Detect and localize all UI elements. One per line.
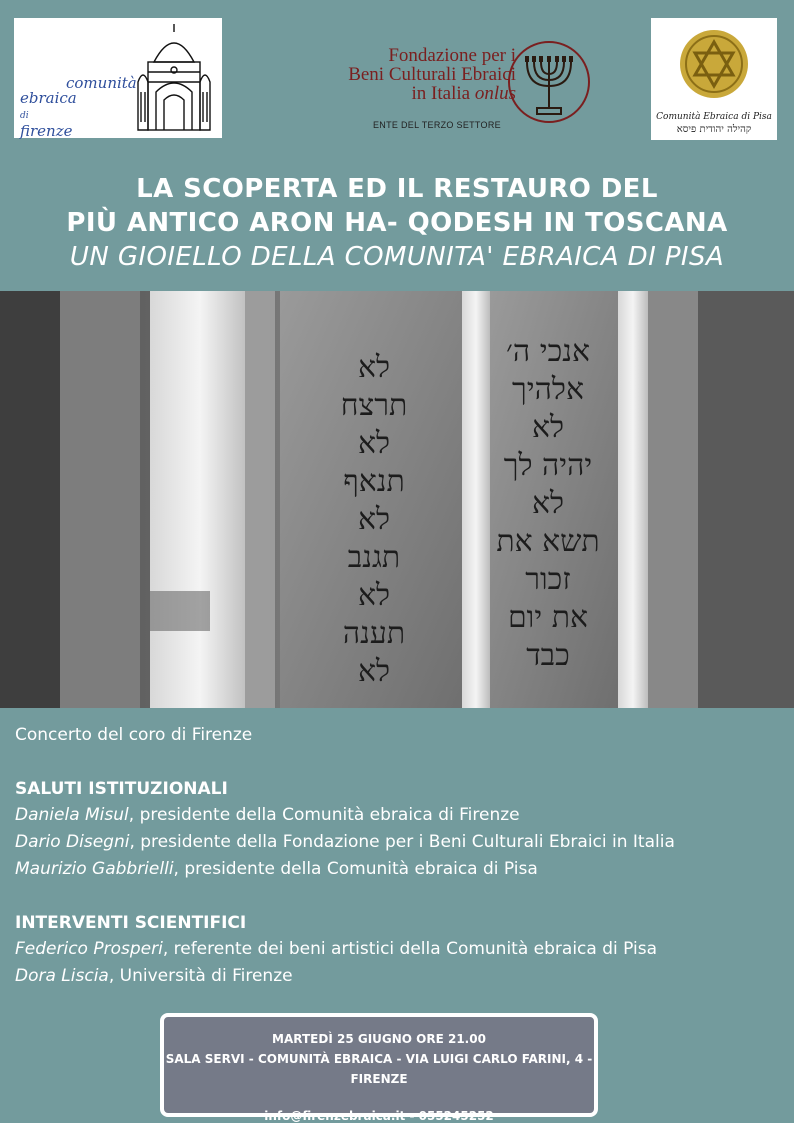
interventi-heading: INTERVENTI SCIENTIFICI: [15, 913, 247, 933]
star-of-david-seal-icon: [679, 24, 749, 108]
comunita-pisa-caption-hebrew: קהילה יהודית פיסא: [676, 124, 752, 135]
title-block: [0, 172, 794, 274]
title-line-2: PIÙ ANTICO ARON HA- QODESH IN TOSCANA: [66, 208, 728, 238]
speaker-line: Federico Prosperi, referente dei beni artistici della Comunità ebraica di Pisa: [15, 939, 658, 959]
speaker-line: Maurizio Gabbrielli, presidente della Comunità ebraica di Pisa: [15, 859, 538, 879]
saluti-heading: SALUTI ISTITUZIONALI: [15, 779, 228, 799]
fondazione-tagline: ENTE DEL TERZO SETTORE: [373, 120, 501, 130]
speaker-line: Dario Disegni, presidente della Fondazione per i Beni Culturali Ebraici in Italia: [15, 832, 675, 852]
synagogue-icon: [134, 22, 214, 134]
program-section: [15, 722, 785, 990]
event-contact[interactable]: info@firenzebraica.it - 055245252: [264, 1109, 494, 1123]
speaker-line: Daniela Misul, presidente della Comunità ebraica di Firenze: [15, 805, 520, 825]
commandments-left-column: לא תרצח לא תנאף לא תגנב לא תענה לא: [340, 350, 408, 689]
menorah-icon: [506, 38, 592, 128]
title-line-1: LA SCOPERTA ED IL RESTAURO DEL: [136, 174, 658, 204]
speaker-line: Dora Liscia, Università di Firenze: [15, 966, 293, 986]
subtitle: UN GIOIELLO DELLA COMUNITA' EBRAICA DI PISA: [69, 242, 725, 272]
logo-bar: [0, 0, 794, 160]
event-info-box: [160, 1013, 598, 1123]
comunita-firenze-wordmark: comunità ebraica di firenze: [20, 74, 137, 140]
fondazione-wordmark: Fondazione per i Beni Culturali Ebraici in Italia onlus: [348, 45, 516, 104]
event-venue: SALA SERVI - COMUNITÀ EBRAICA - VIA LUIGI CARLO FARINI, 4 - FIRENZE: [165, 1052, 593, 1086]
fondazione-beni-culturali-logo: [278, 30, 598, 140]
comunita-firenze-logo: [14, 18, 222, 138]
concert-intro: Concerto del coro di Firenze: [15, 725, 253, 745]
event-date: MARTEDÌ 25 GIUGNO ORE 21.00: [272, 1032, 486, 1046]
commandments-right-column: אנכי ה׳ אלהיך לא יהיה לך לא תשא את זכור את יום כבד: [496, 334, 600, 673]
comunita-pisa-caption: Comunità Ebraica di Pisa: [656, 112, 772, 122]
aron-ha-qodesh-photo: [0, 291, 794, 708]
comunita-pisa-logo: [651, 18, 777, 140]
